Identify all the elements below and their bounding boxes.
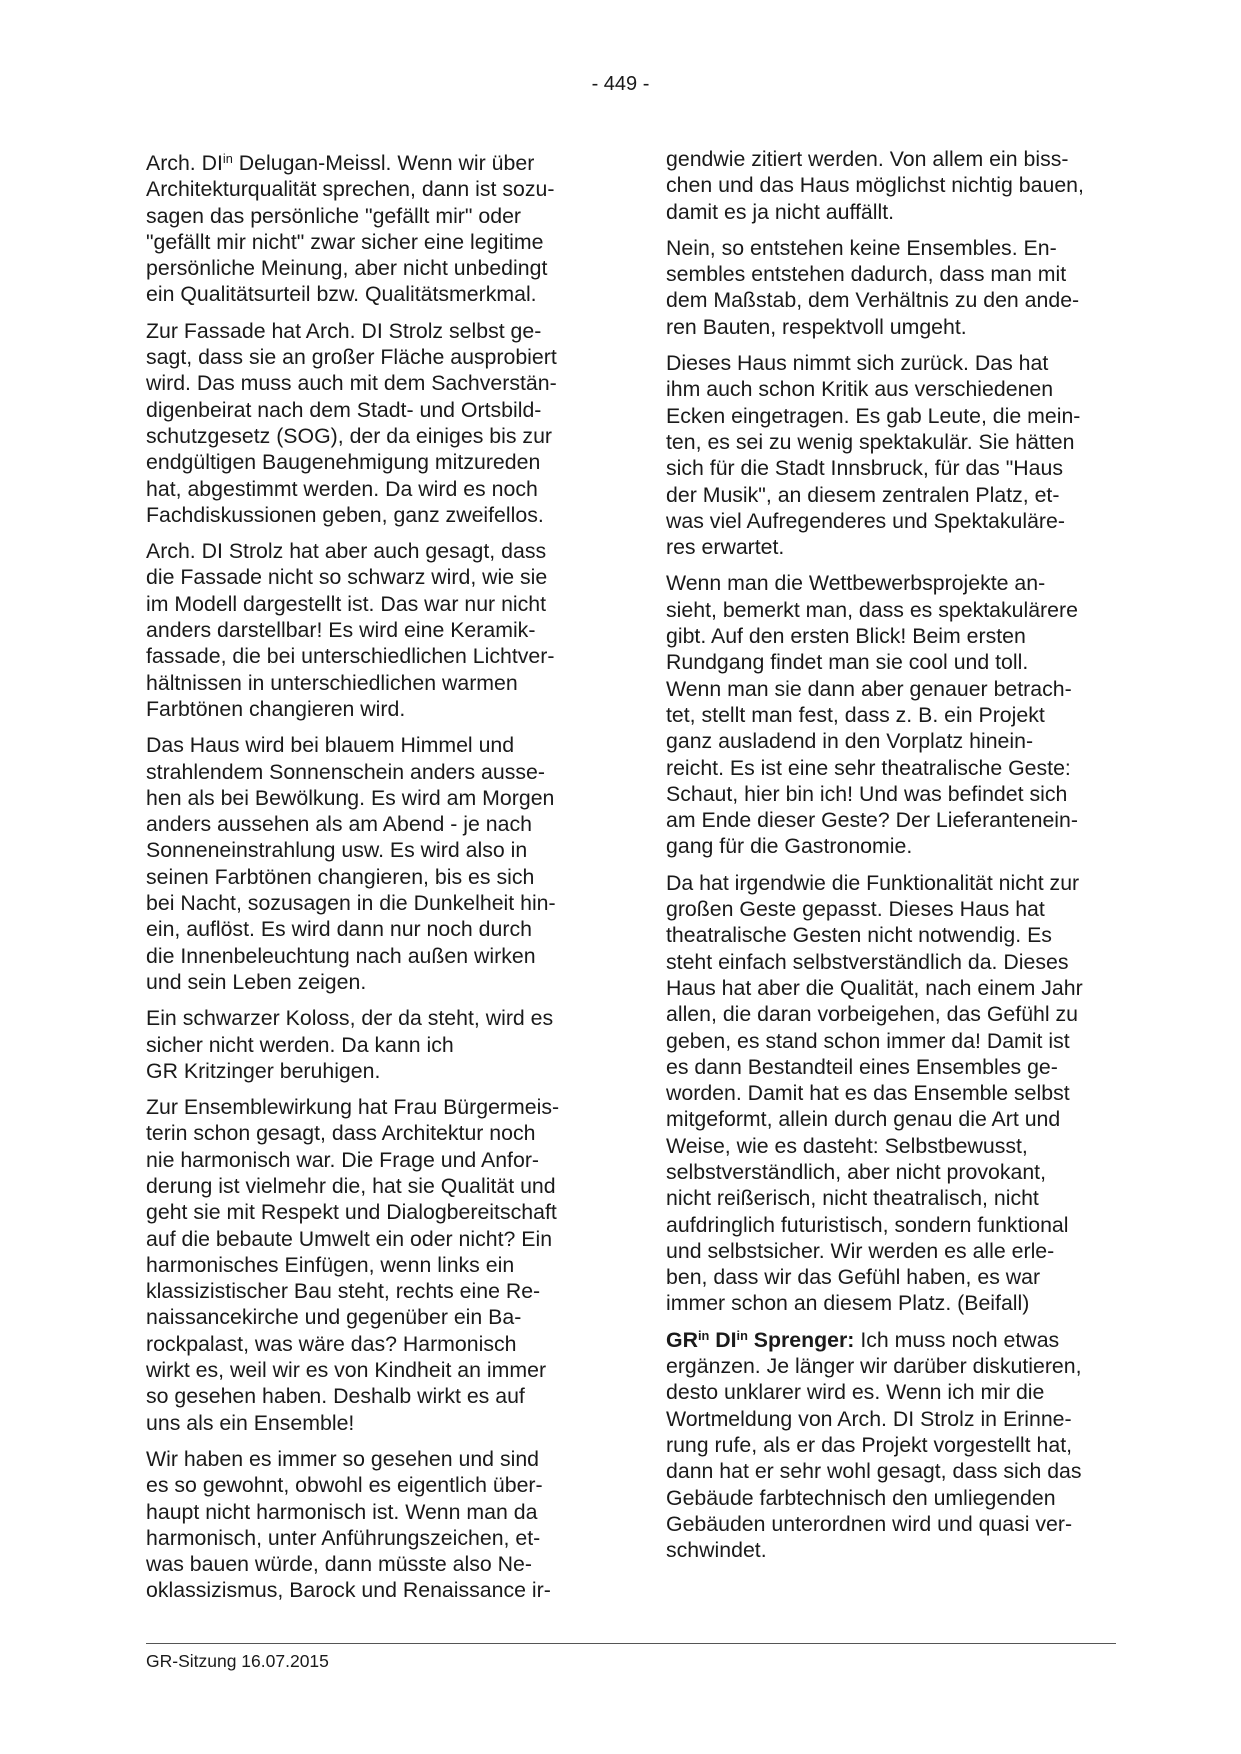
text-line: bei Nacht, sozusagen in die Dunkelheit hin- [146,891,556,916]
text-line: am Ende dieser Geste? Der Lieferantenein- [666,808,1078,833]
text-line: es so gewohnt, obwohl es eigentlich über- [146,1473,543,1498]
text-line: es dann Bestandteil eines Ensembles ge- [666,1054,1058,1079]
text-line: Architekturqualität sprechen, dann ist sozu- [146,177,555,202]
text-line: Das Haus wird bei blauem Himmel und [146,733,515,758]
text-line: strahlendem Sonnenschein anders ausse- [146,759,545,784]
text-line: geht sie mit Respekt und Dialogbereitschaft [146,1200,557,1225]
text-line: seinen Farbtönen changieren, bis es sich [146,864,535,889]
text-line: der Musik", an diesem zentralen Platz, et- [666,482,1060,507]
text-line: ten, es sei zu wenig spektakulär. Sie hätten [666,429,1075,454]
text-line: sagt, dass sie an großer Fläche ausprobiert [146,345,557,370]
text-line: schwindet. [666,1538,767,1563]
text-line: klassizistischer Bau steht, rechts eine Re- [146,1279,541,1304]
left-column [146,150,591,1614]
text-line: die Fassade nicht so schwarz wird, wie sie [146,565,548,590]
text-line: Wir haben es immer so gesehen und sind [146,1446,540,1471]
text-line: allen, die daran vorbeigehen, das Gefühl zu [666,1002,1079,1027]
text-line: Zur Ensemblewirkung hat Frau Bürgermeis- [146,1095,560,1120]
text-line: Wenn man sie dann aber genauer betrach- [666,676,1072,701]
text-line: Farbtönen changieren wird. [146,696,406,721]
text-line: Ecken eingetragen. Es gab Leute, die mein- [666,403,1081,428]
text-line: ergänzen. Je länger wir darüber diskutieren, [666,1354,1082,1379]
text-line: Gebäuden unterordnen wird und quasi ver- [666,1511,1073,1536]
text-line: hältnissen in unterschiedlichen warmen [146,670,518,695]
text-line: derung ist vielmehr die, hat sie Qualität und [146,1173,556,1198]
text-line: dann hat er sehr wohl gesagt, dass sich das [666,1459,1082,1484]
paragraph [666,235,1111,340]
text-line: GR Kritzinger beruhigen. [146,1058,381,1083]
text-line: Wenn man die Wettbewerbsprojekte an- [666,571,1046,596]
paragraph [146,732,591,995]
text-line: damit es ja nicht auffällt. [666,199,895,224]
paragraph [146,318,591,528]
footer-divider [146,1643,1116,1644]
text-fragment: DI [709,1327,737,1352]
text-fragment: Arch. DI [146,151,223,175]
text-line: harmonisches Einfügen, wenn links ein [146,1252,515,1277]
paragraph [666,870,1111,1317]
text-line: sieht, bemerkt man, dass es spektakulärere [666,597,1078,622]
text-line: gendwie zitiert werden. Von allem ein biss- [666,147,1069,171]
text-line: harmonisch, unter Anführungszeichen, et- [146,1525,541,1550]
text-line: terin schon gesagt, dass Architektur noch [146,1121,536,1146]
text-line: Wortmeldung von Arch. DI Strolz in Erinne- [666,1406,1072,1431]
page-number: - 449 - [591,73,650,95]
text-line: auf die bebaute Umwelt ein oder nicht? Ein [146,1226,553,1251]
paragraph [146,1005,591,1084]
text-line: Arch. DI Strolz hat aber auch gesagt, dass [146,539,547,564]
text-line: gibt. Auf den ersten Blick! Beim ersten [666,624,1026,649]
text-line: Nein, so entstehen keine Ensembles. En- [666,235,1057,260]
text-line: was bauen würde, dann müsste also Ne- [146,1552,532,1577]
text-line: theatralische Gesten nicht notwendig. Es [666,923,1052,948]
text-line: geben, es stand schon immer da! Damit ist [666,1028,1070,1053]
text-line: Delugan-Meissl. Wenn wir über [232,151,535,175]
text-line: nie harmonisch war. Die Frage und Anfor- [146,1147,540,1172]
text-line: ein, auflöst. Es wird dann nur noch durch [146,917,532,942]
text-line: im Modell dargestellt ist. Das war nur nicht [146,591,547,616]
text-line: naissancekirche und gegenüber ein Ba- [146,1305,522,1330]
superscript: in [222,150,233,166]
text-line: wird. Das muss auch mit dem Sachverstän- [146,371,557,396]
text-line: dem Maßstab, dem Verhältnis zu den ande- [666,288,1080,313]
text-line: Schaut, hier bin ich! Und was befindet sich [666,781,1068,806]
speaker-name [666,1328,854,1352]
text-line: fassade, die bei unterschiedlichen Lichtver- [146,644,555,669]
paragraph [666,570,1111,859]
text-fragment: Ich muss noch etwas [854,1327,1060,1352]
paragraph [146,150,591,308]
text-line: schutzgesetz (SOG), der da einiges bis zur [146,423,553,448]
text-line: mitgeformt, allein durch genau die Art und [666,1107,1061,1132]
text-line: Fachdiskussionen geben, ganz zweifellos. [146,502,544,527]
text-line: ihm auch schon Kritik aus verschiedenen [666,377,1054,402]
text-line: Rundgang findet man sie cool und toll. [666,650,1029,675]
paragraph [666,350,1111,560]
text-line: ganz ausladend in den Vorplatz hinein- [666,729,1034,754]
text-line: ben, dass wir das Gefühl haben, es war [666,1265,1041,1290]
text-line: persönliche Meinung, aber nicht unbedingt [146,256,548,281]
text-line: res erwartet. [666,535,785,560]
text-line: uns als ein Ensemble! [146,1410,355,1435]
text-line: anders darstellbar! Es wird eine Keramik- [146,618,536,643]
paragraph [146,1446,591,1604]
text-line: Zur Fassade hat Arch. DI Strolz selbst ge- [146,318,542,343]
text-line: chen und das Haus möglichst nichtig bauen, [666,173,1084,198]
text-line: worden. Damit hat es das Ensemble selbst [666,1081,1070,1106]
text-line: rockpalast, was wäre das? Harmonisch [146,1331,517,1356]
text-line: was viel Aufregenderes und Spektakuläre- [666,508,1065,533]
right-column [666,146,1111,1573]
text-line: "gefällt mir nicht" zwar sicher eine legitime [146,229,544,254]
text-line: tet, stellt man fest, dass z. B. ein Projekt [666,702,1045,727]
text-line: aufdringlich futuristisch, sondern funktional [666,1212,1069,1237]
text-line: großen Geste gepasst. Dieses Haus hat [666,897,1045,922]
text-line: haupt nicht harmonisch ist. Wenn man da [146,1499,538,1524]
paragraph [666,146,1111,225]
text-line: hat, abgestimmt werden. Da wird es noch [146,476,538,501]
text-line: Dieses Haus nimmt sich zurück. Das hat [666,351,1049,376]
text-line: steht einfach selbstverständlich da. Dieses [666,949,1069,974]
text-line: desto unklarer wird es. Wenn ich mir die [666,1380,1045,1405]
text-line: sich für die Stadt Innsbruck, für das "Haus [666,456,1064,481]
paragraph [666,1327,1111,1564]
text-line: wirkt es, weil wir es von Kindheit an immer [146,1358,547,1383]
text-line: Ein schwarzer Koloss, der da steht, wird es [146,1006,554,1031]
text-line: anders aussehen als am Abend - je nach [146,812,532,837]
superscript: in [736,1327,748,1343]
text-line: Weise, wie es dasteht: Selbstbewusst, [666,1133,1028,1158]
text-line: Da hat irgendwie die Funktionalität nicht zur [666,870,1080,895]
text-line: und sein Leben zeigen. [146,969,367,994]
superscript: in [697,1327,710,1343]
text-line: reicht. Es ist eine sehr theatralische Geste: [666,755,1071,780]
text-line: sicher nicht werden. Da kann ich [146,1032,454,1057]
text-line: hen als bei Bewölkung. Es wird am Morgen [146,785,555,810]
text-line: immer schon an diesem Platz. (Beifall) [666,1291,1030,1316]
text-fragment: GR [666,1327,698,1352]
text-line: und selbstsicher. Wir werden es alle erle- [666,1238,1055,1263]
text-line: sembles entstehen dadurch, dass man mit [666,262,1067,287]
footer-session-label: GR-Sitzung 16.07.2015 [146,1651,329,1671]
text-line: ein Qualitätsurteil bzw. Qualitätsmerkmal. [146,282,537,307]
text-line: nicht reißerisch, nicht theatralisch, nicht [666,1186,1039,1211]
text-line: ren Bauten, respektvoll umgeht. [666,314,967,339]
text-line: digenbeirat nach dem Stadt- und Ortsbild- [146,397,542,422]
text-line: sagen das persönliche "gefällt mir" oder [146,203,522,228]
text-line: oklassizismus, Barock und Renaissance ir- [146,1578,551,1603]
text-line: Sonneneinstrahlung usw. Es wird also in [146,838,528,863]
text-fragment: Sprenger: [747,1327,855,1352]
text-line: endgültigen Baugenehmigung mitzureden [146,450,541,475]
text-line: gang für die Gastronomie. [666,834,913,859]
text-line: rung rufe, als er das Projekt vorgestellt hat, [666,1432,1073,1457]
text-line: Haus hat aber die Qualität, nach einem Jahr [666,975,1083,1000]
text-line: Gebäude farbtechnisch den umliegenden [666,1485,1056,1510]
text-line: selbstverständlich, aber nicht provokant, [666,1159,1046,1184]
paragraph [146,1094,591,1436]
text-line: so gesehen haben. Deshalb wirkt es auf [146,1384,525,1409]
paragraph [146,538,591,722]
text-line: die Innenbeleuchtung nach außen wirken [146,943,536,968]
